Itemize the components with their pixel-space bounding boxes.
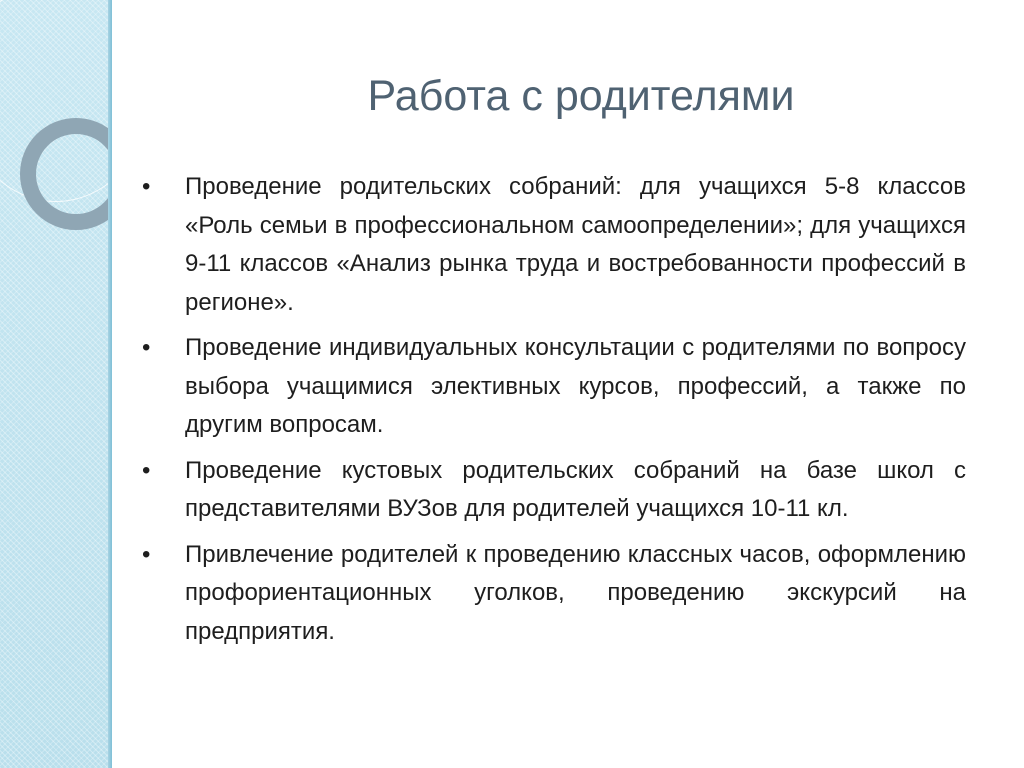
bullet-dot: • xyxy=(142,456,151,484)
slide-content xyxy=(112,0,1024,768)
bullet-list xyxy=(142,168,966,658)
bullet-text: Проведение индивидуальных консультации с родителями по вопросу выбора учащимися элективных курсов, профессий, а также по другим вопросам. xyxy=(185,334,966,438)
bullet-item xyxy=(142,536,966,652)
decorative-sidebar xyxy=(0,0,112,768)
bullet-item xyxy=(142,329,966,445)
bullet-item xyxy=(142,452,966,529)
bullet-text: Привлечение родителей к проведению классных часов, оформлению профориентационных уголков, проведению экскурсий на предприятия. xyxy=(185,540,966,645)
bullet-dot: • xyxy=(142,173,151,200)
bullet-text: Проведение кустовых родительских собраний на базе школ с представителями ВУЗов для родителей учащихся 10-11 кл. xyxy=(185,456,966,522)
bullet-dot: • xyxy=(142,334,151,361)
slide-title: Работа с родителями xyxy=(367,72,795,120)
bullet-item xyxy=(142,168,966,322)
bullet-dot: • xyxy=(142,540,151,568)
bullet-text: Проведение родительских собраний: для учащихся 5-8 классов «Роль семьи в профессиональном самоопределении»; для учащихся 9-11 классов «Анализ рынка труда и востребованности профессий в регионе». xyxy=(185,173,966,316)
